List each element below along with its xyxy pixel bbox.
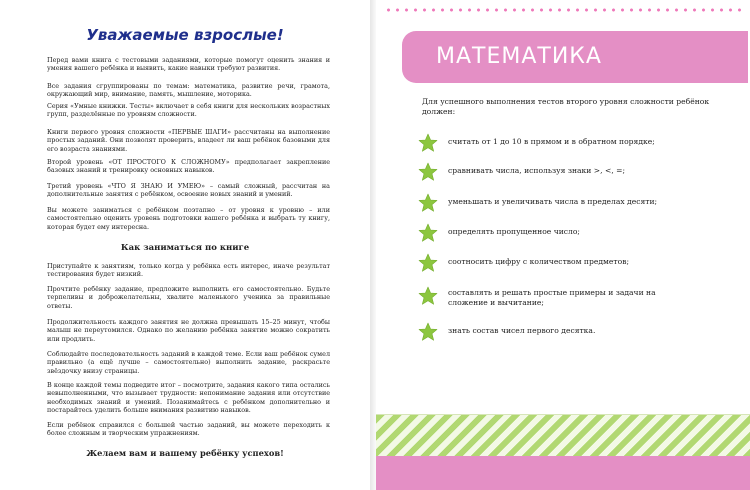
requirements-intro: Для успешного выполнения тестов второго уровня сложности ребёнок должен: xyxy=(422,97,710,116)
green-star-icon xyxy=(418,322,438,342)
skill-item xyxy=(418,223,738,243)
pink-footer-band xyxy=(376,456,750,490)
closing-wish: Желаем вам и вашему ребёнку успехов! xyxy=(86,448,284,458)
skill-item xyxy=(418,133,738,153)
skill-text: знать состав чисел первого десятка. xyxy=(448,326,596,335)
level-two-paragraph: Второй уровень «ОТ ПРОСТОГО К СЛОЖНОМУ» предполагает закрепление базовых знаний и тренировку основных навыков. xyxy=(47,158,330,175)
skill-text: считать от 1 до 10 в прямом и в обратном порядке; xyxy=(448,137,655,146)
how-paragraph-1: Приступайте к занятиям, только когда у ребёнка есть интерес, иначе результат тестирования будет низкий. xyxy=(47,262,330,279)
level-three-paragraph: Третий уровень «ЧТО Я ЗНАЮ И УМЕЮ» – самый сложный, рассчитан на дополнительные занятия с ребёнком, освоение новых знаний и умений. xyxy=(47,182,330,199)
series-paragraph: Серия «Умные книжки. Тесты» включает в себя книги для нескольких возрастных групп, разделённые по уровням сложности. xyxy=(47,102,330,119)
level-one-paragraph: Книги первого уровня сложности «ПЕРВЫЕ ШАГИ» рассчитаны на выполнение простых заданий. Они позволят проверить, владеет ли ваш ребёнок базовыми для его возраста знаниями. xyxy=(47,128,330,153)
how-paragraph-2: Прочтите ребёнку задание, предложите выполнить его самостоятельно. Будьте терпеливы и доброжелательны, хвалите маленького ученика за правильные ответы. xyxy=(47,285,330,310)
green-star-icon xyxy=(418,286,438,306)
intro-paragraph: Перед вами книга с тестовыми заданиями, которые помогут оценить знания и умения вашего ребёнка и выявить, какие навыки требуют развития. xyxy=(47,56,330,73)
skill-text: соотносить цифру с количеством предметов; xyxy=(448,257,630,266)
skill-item xyxy=(418,322,738,342)
page-title: Уважаемые взрослые! xyxy=(86,26,284,44)
skill-text: определять пропущенное число; xyxy=(448,227,580,236)
how-paragraph-6: Если ребёнок справился с большей частью заданий, вы можете переходить к более сложным и творческим упражнениям. xyxy=(47,421,330,438)
green-star-icon xyxy=(418,253,438,273)
skill-text: уменьшать и увеличивать числа в пределах десяти; xyxy=(448,197,658,206)
title-banner xyxy=(402,31,748,83)
skill-item xyxy=(418,253,738,273)
right-page xyxy=(376,0,750,490)
green-star-icon xyxy=(418,162,438,182)
dotted-border xyxy=(384,8,744,12)
progression-paragraph: Вы можете заниматься с ребёнком поэтапно – от уровня к уровню – или самостоятельно оценить уровень подготовки вашего ребёнка и выбрать ту книгу, которая будет ему интересна. xyxy=(47,206,330,231)
green-star-icon xyxy=(418,193,438,213)
left-page xyxy=(0,0,370,490)
topics-paragraph: Все задания сгруппированы по темам: математика, развитие речи, грамота, окружающий мир, внимание, память, мышление, моторика. xyxy=(47,82,330,99)
skill-item xyxy=(418,162,738,182)
skill-item xyxy=(418,286,738,306)
green-star-icon xyxy=(418,133,438,153)
green-star-icon xyxy=(418,223,438,243)
how-paragraph-3: Продолжительность каждого занятия не должна превышать 15–25 минут, чтобы малыш не переутомился. Однако по желанию ребёнка занятие можно сократить или продлить. xyxy=(47,318,330,343)
section-heading: Как заниматься по книге xyxy=(120,243,250,253)
how-paragraph-5: В конце каждой темы подведите итог – посмотрите, задания какого типа остались невыполненными, что вызывает трудности: непонимание задания или отсутствие необходимых знаний и умений. Позанимайтесь с ребёнком дополнительно и постарайтесь уделить больше внимания развитию навыков. xyxy=(47,381,330,415)
skill-item xyxy=(418,193,738,213)
skill-text: сравнивать числа, используя знаки >, <, =; xyxy=(448,166,626,175)
striped-band xyxy=(376,414,750,457)
how-paragraph-4: Соблюдайте последовательность заданий в каждой теме. Если ваш ребёнок сумел правильно (а ещё лучше – самостоятельно) выполнить задание, раскрасьте звёздочку внизу страницы. xyxy=(47,350,330,375)
banner-title: МАТЕМАТИКА xyxy=(436,44,602,69)
skill-text: составлять и решать простые примеры и задачи на сложение и вычитание; xyxy=(448,288,656,307)
